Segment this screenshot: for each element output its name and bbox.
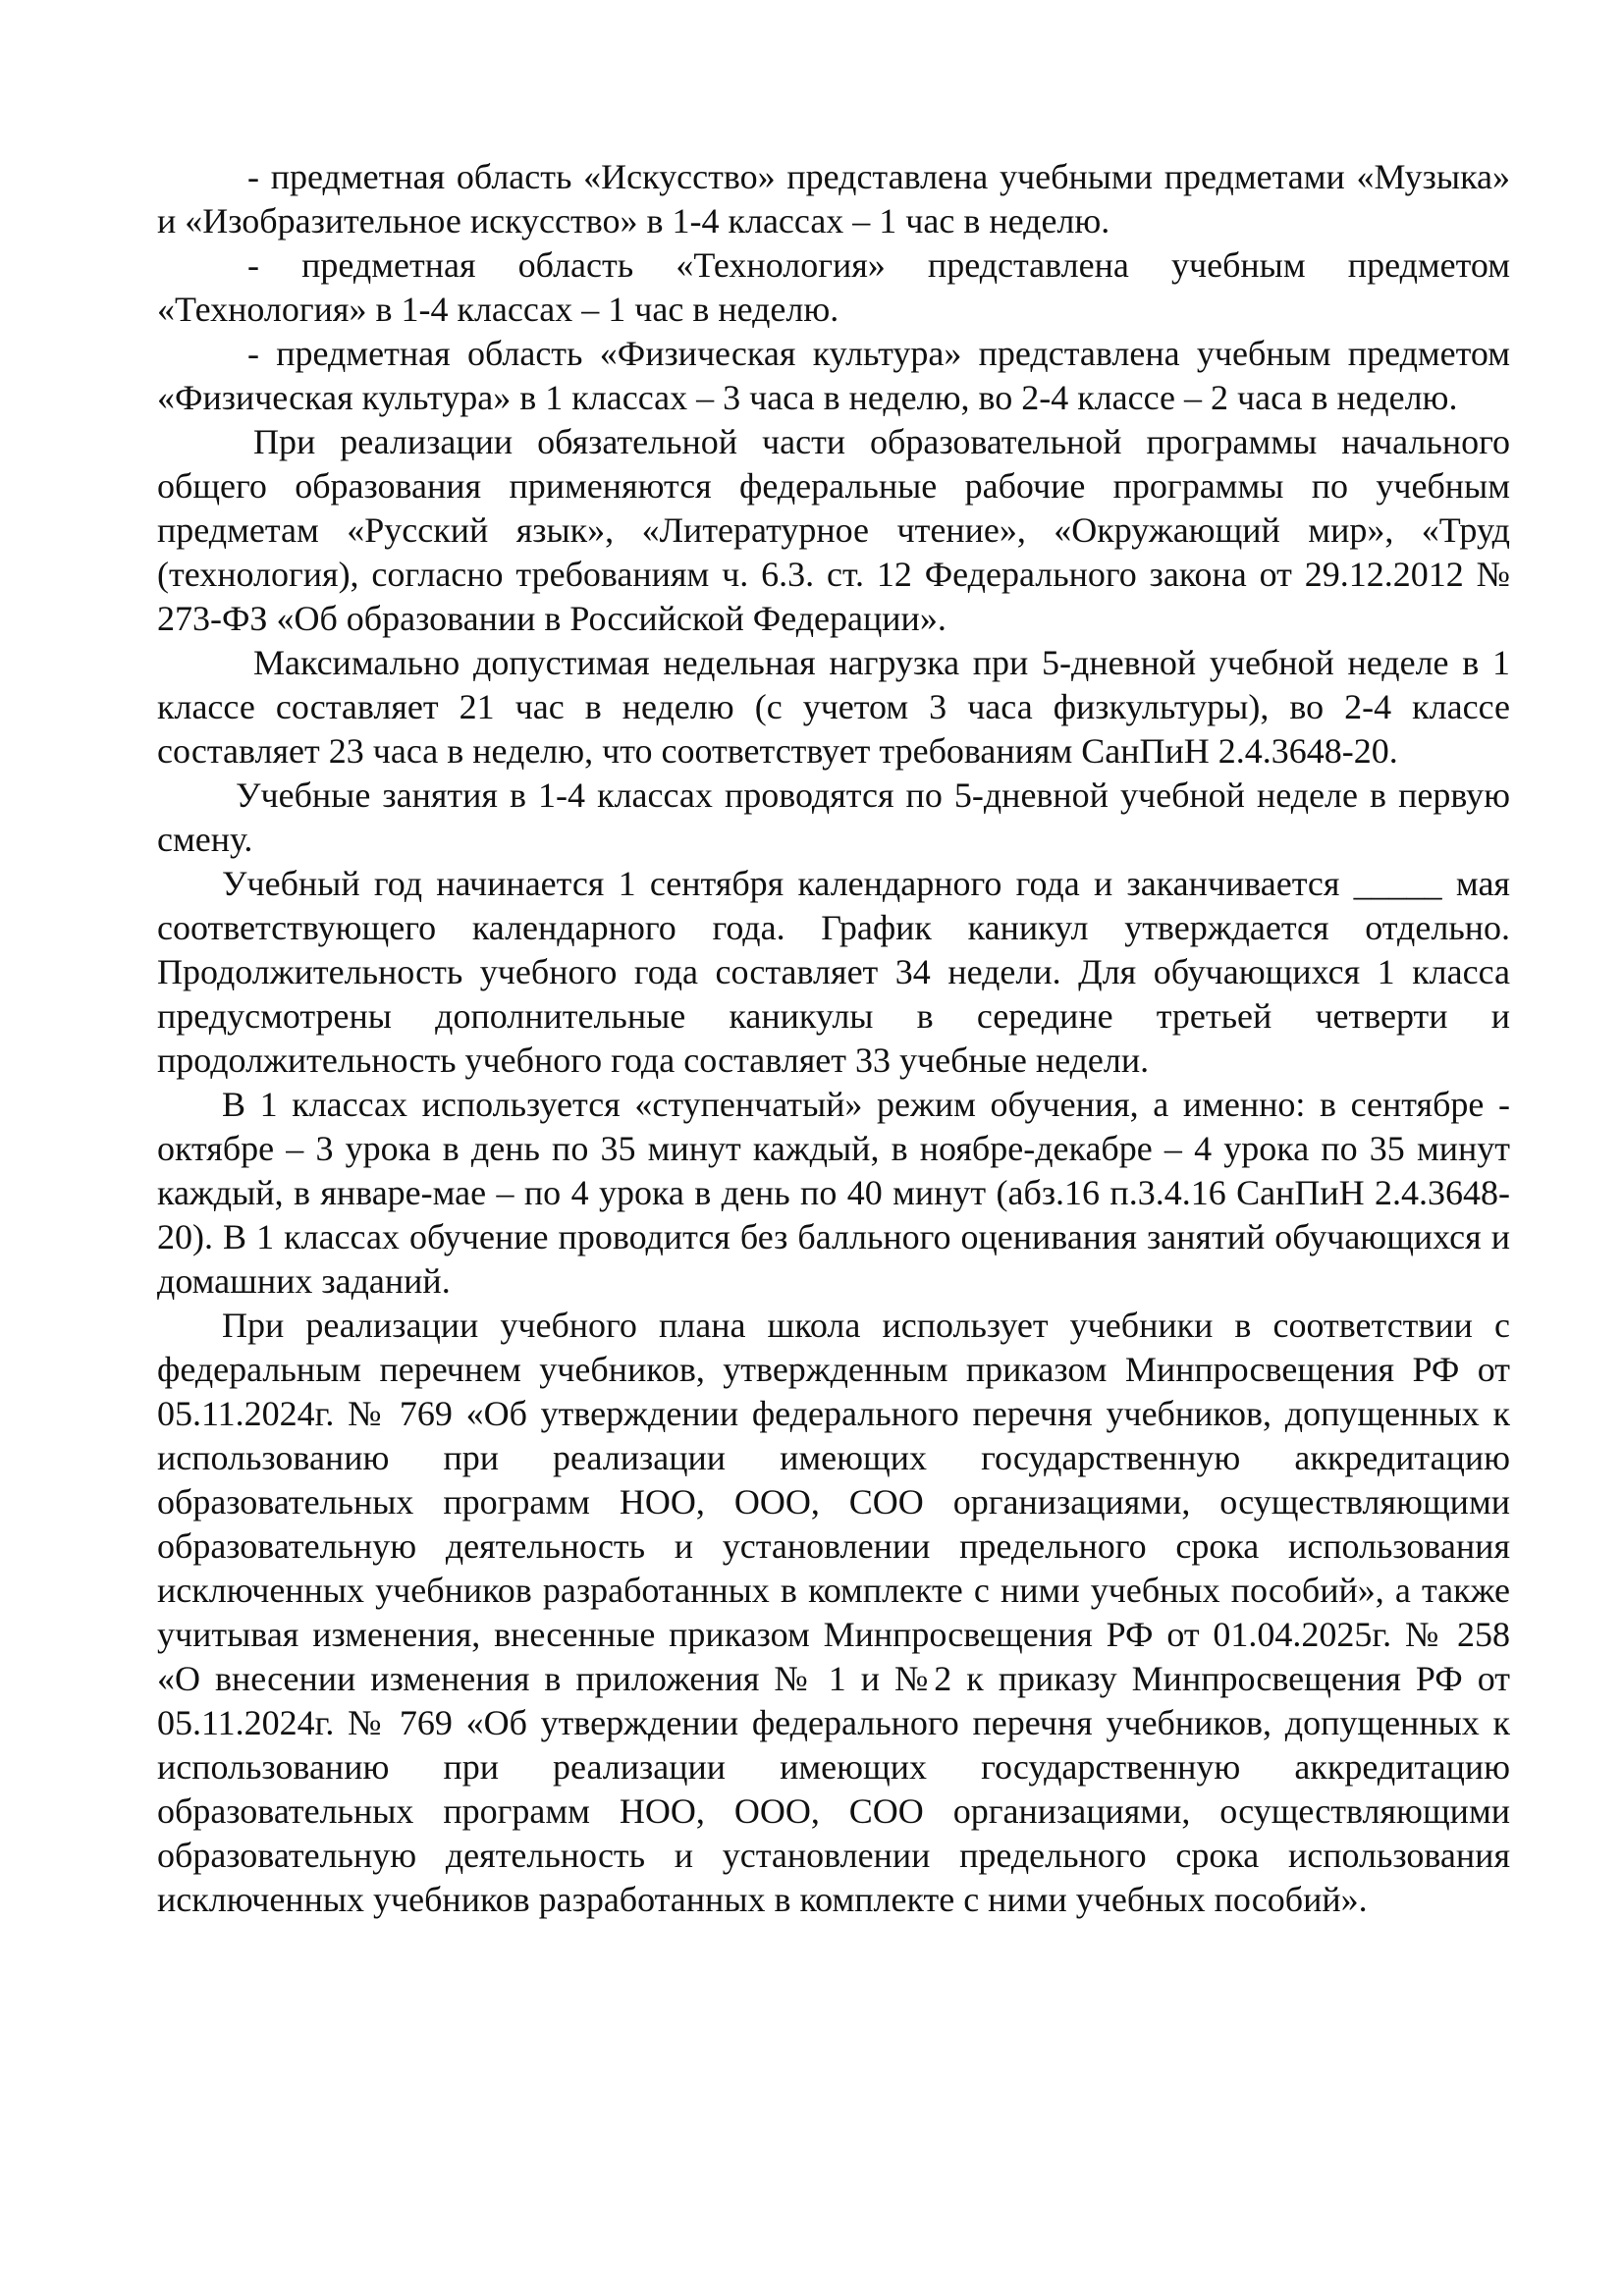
- paragraph-physical-education-subject-area: - предметная область «Физическая культура» представлена учебным предметом «Физическая культура» в 1 классах – 3 часа в неделю, во 2-4 классе – 2 часа в неделю.: [157, 334, 1510, 417]
- paragraph-first-shift: Учебные занятия в 1-4 классах проводятся по 5-дневной учебной неделе в первую смену.: [157, 775, 1510, 859]
- paragraph-step-mode: В 1 классах используется «ступенчатый» режим обучения, а именно: в сентябре - октябре – 3 урока в день по 35 минут каждый, в ноябре-декабре – 4 урока по 35 минут каждый, в январе-мае – по 4 урока в день по 40 минут (абз.16 п.3.4.16 СанПиН 2.4.3648-20). В 1 классах обучение проводится без балльного оценивания занятий обучающихся и домашних заданий.: [157, 1085, 1510, 1301]
- paragraph-federal-programs: При реализации обязательной части образовательной программы начального общего образования применяются федеральные рабочие программы по учебным предметам «Русский язык», «Литературное чтение», «Окружающий мир», «Труд (технология), согласно требованиям ч. 6.3. ст. 12 Федерального закона от 29.12.2012 № 273-ФЗ «Об образовании в Российской Федерации».: [157, 422, 1510, 638]
- paragraph-max-weekly-load: Максимально допустимая недельная нагрузка при 5-дневной учебной неделе в 1 классе составляет 21 час в неделю (с учетом 3 часа физкультуры), во 2-4 классе составляет 23 часа в неделю, что соответствует требованиям СанПиН 2.4.3648-20.: [157, 643, 1510, 771]
- paragraph-art-subject-area: - предметная область «Искусство» представлена учебными предметами «Музыка» и «Изобразительное искусство» в 1-4 классах – 1 час в неделю.: [157, 157, 1510, 240]
- document-page: [157, 155, 1510, 1922]
- paragraph-textbooks: При реализации учебного плана школа использует учебники в соответствии с федеральным перечнем учебников, утвержденным приказом Минпросвещения РФ от 05.11.2024г. № 769 «Об утверждении федерального перечня учебников, допущенных к использованию при реализации имеющих государственную аккредитацию образовательных программ НОО, ООО, СОО организациями, осуществляющими образовательную деятельность и установлении предельного срока использования исключенных учебников разработанных в комплекте с ними учебных пособий», а также учитывая изменения, внесенные приказом Минпросвещения РФ от 01.04.2025г. № 258 «О внесении изменения в приложения № 1 и №2 к приказу Минпросвещения РФ от 05.11.2024г. № 769 «Об утверждении федерального перечня учебников, допущенных к использованию при реализации имеющих государственную аккредитацию образовательных программ НОО, ООО, СОО организациями, осуществляющими образовательную деятельность и установлении предельного срока использования исключенных учебников разработанных в комплекте с ними учебных пособий».: [157, 1306, 1510, 1919]
- paragraph-school-year: Учебный год начинается 1 сентября календарного года и заканчивается _____ мая соответствующего календарного года. График каникул утверждается отдельно. Продолжительность учебного года составляет 34 недели. Для обучающихся 1 класса предусмотрены дополнительные каникулы в середине третьей четверти и продолжительность учебного года составляет 33 учебные недели.: [157, 864, 1510, 1080]
- paragraph-technology-subject-area: - предметная область «Технология» представлена учебным предметом «Технология» в 1-4 классах – 1 час в неделю.: [157, 245, 1510, 329]
